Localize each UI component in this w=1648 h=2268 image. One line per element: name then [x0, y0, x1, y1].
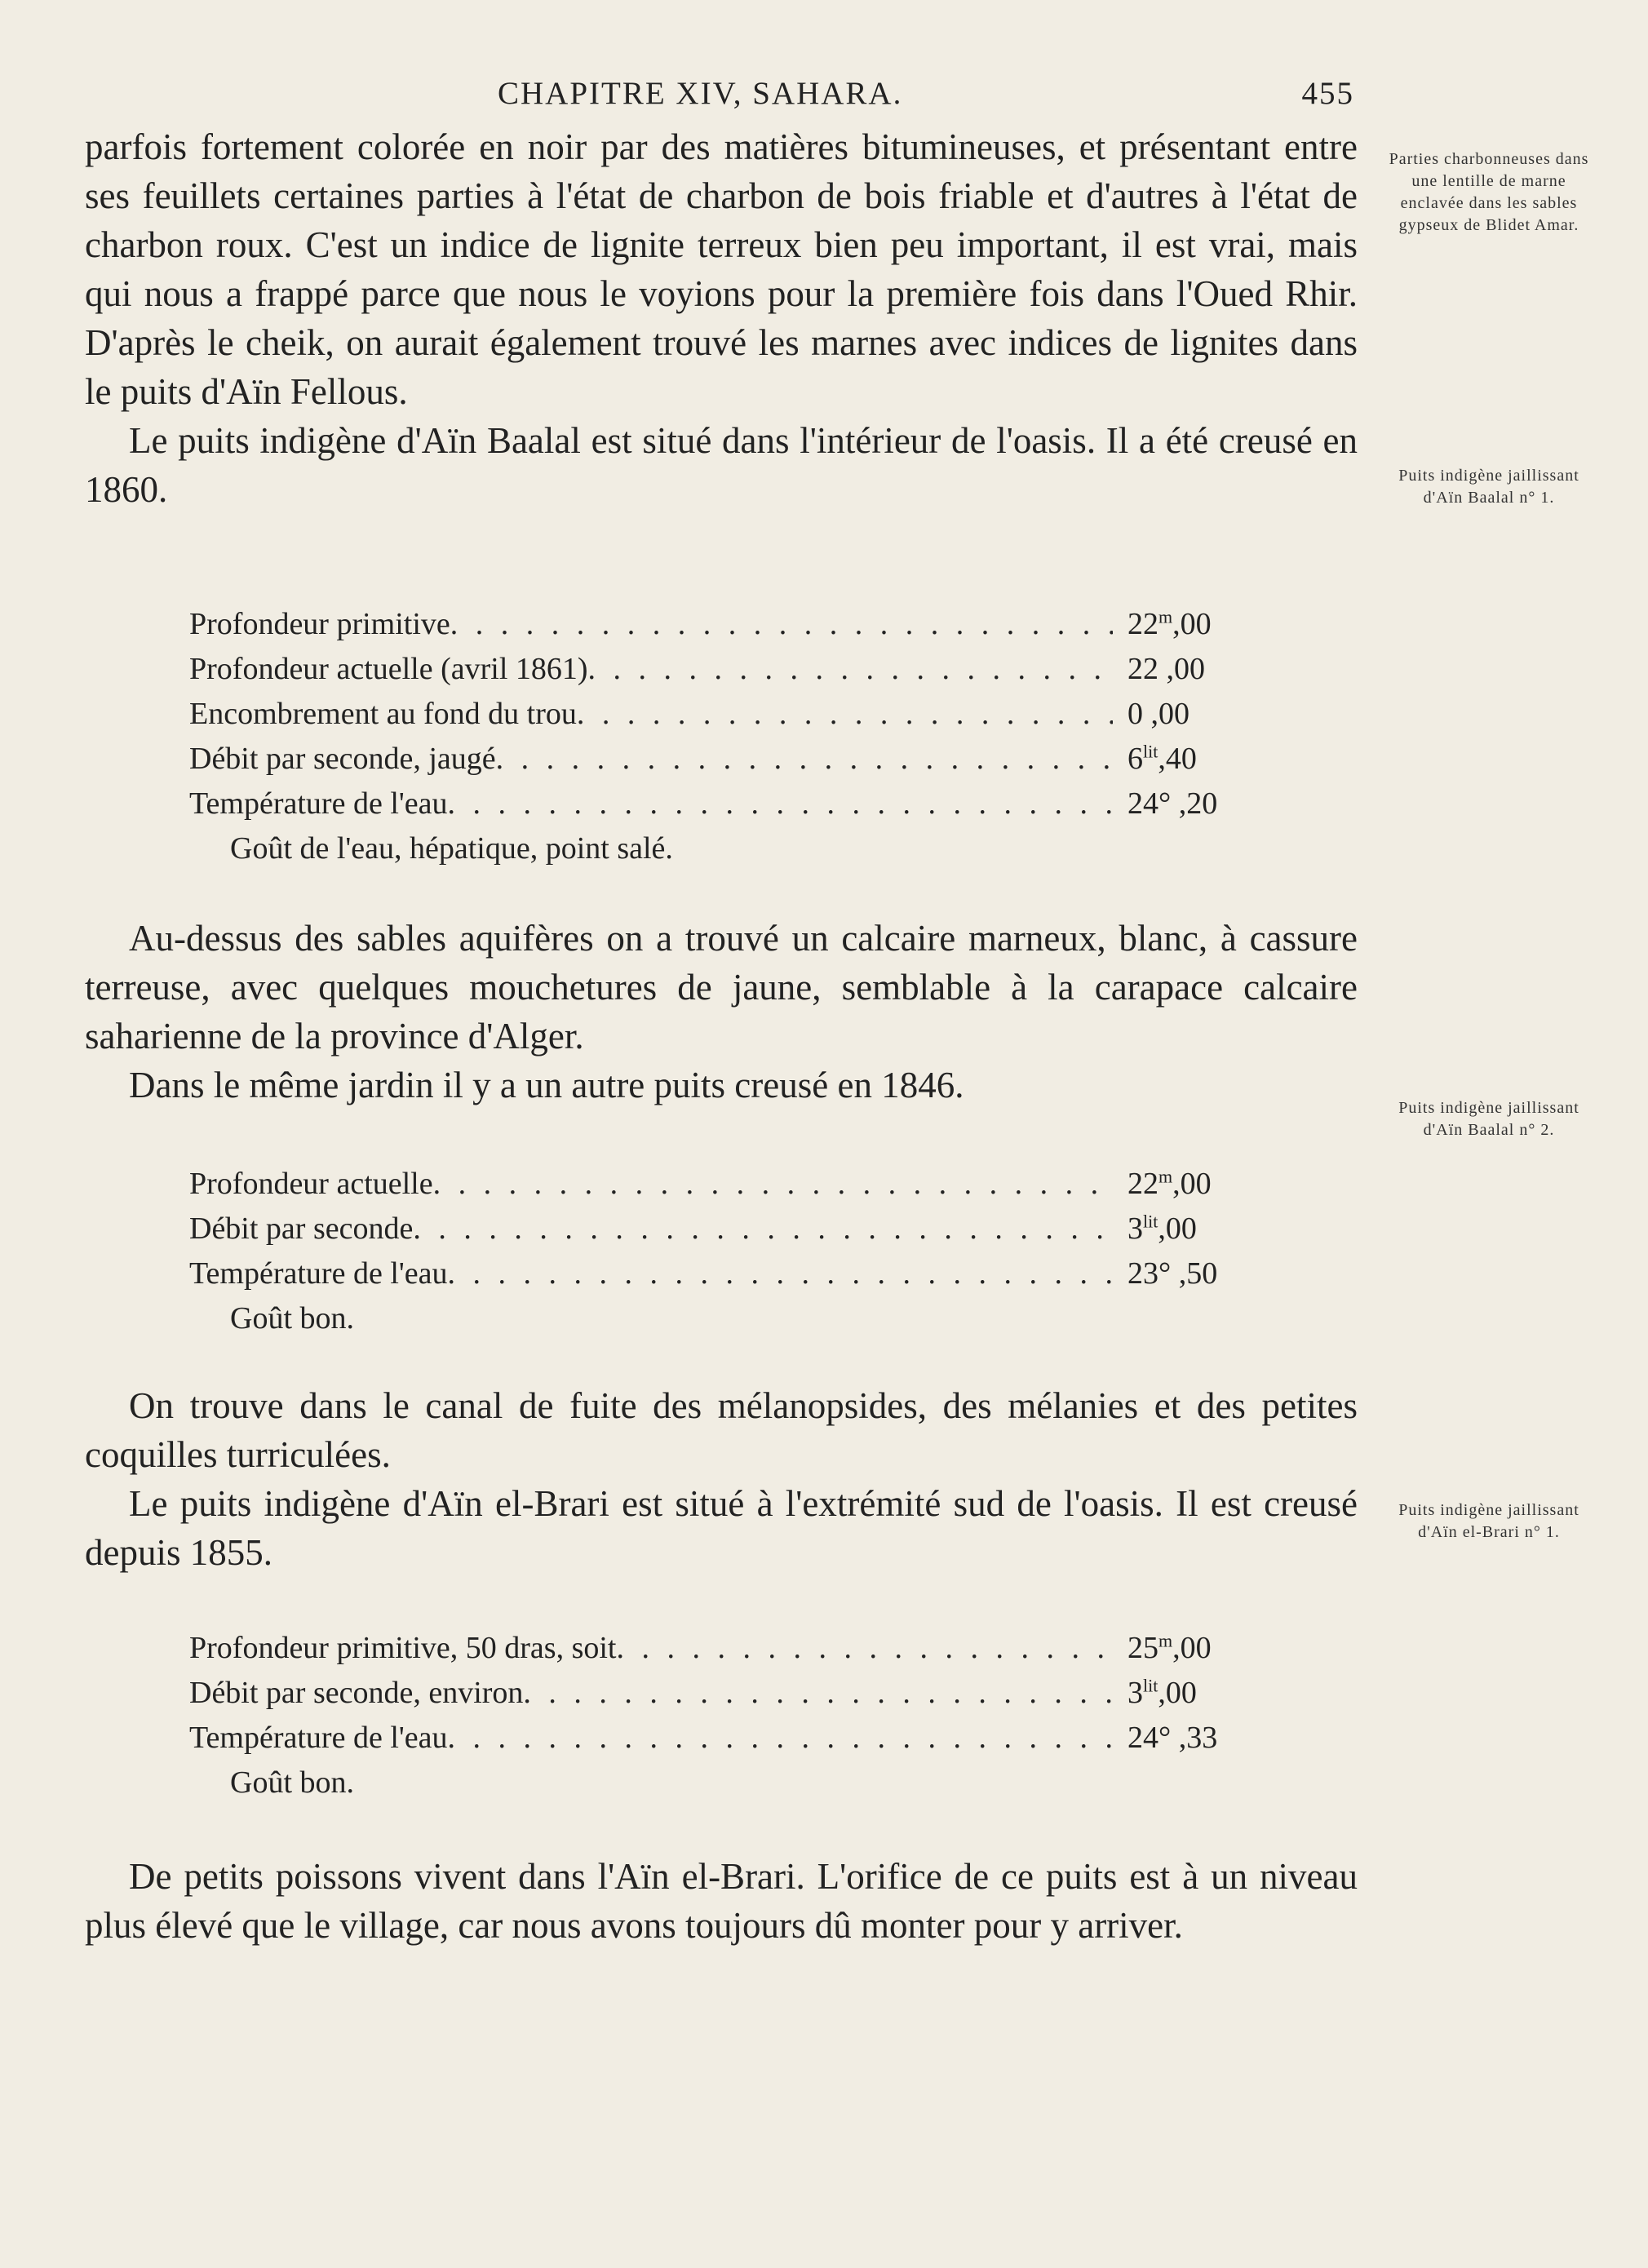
table-row: Profondeur actuelle . . . 22$^m$,00 [189, 1162, 1258, 1207]
table-row: Débit par seconde . . . $3^{lit},00$ [189, 1207, 1258, 1251]
paragraph-1-block [85, 122, 1358, 514]
paragraph-2: Le puits indigène d'Aïn Baalal est situé dans l'intérieur de l'oasis. Il a été creusé en 1860. [85, 420, 1358, 510]
table-row: Température de l'eau . . . 24° ,20 [189, 782, 1258, 826]
paragraph-3-block [85, 914, 1358, 1110]
margin-note-baalal-2: Puits indigène jaillissant d'Aïn Baalal n° 2. [1398, 1099, 1579, 1139]
table-row: Profondeur primitive, 50 dras, soit . . . 25$^m$,00 [189, 1626, 1258, 1671]
table-row: Température de l'eau . . . 24° ,33 [189, 1716, 1258, 1761]
paragraph-4: Dans le même jardin il y a un autre puits creusé en 1846. [129, 1065, 964, 1105]
table-row: Température de l'eau . . . 23° ,50 [189, 1251, 1258, 1296]
paragraph-6: Le puits indigène d'Aïn el-Brari est situé à l'extrémité sud de l'oasis. Il est creusé depuis 1855. [85, 1483, 1358, 1573]
page-number: 455 [1301, 76, 1354, 111]
paragraph-1: parfois fortement colorée en noir par des matières bitumineuses, et présentant entre ses feuillets certaines parties à l'état de charbon de bois friable et d'autres à l'état de charbon roux. C'est un indice de lignite terreux bien peu important, il est vrai, mais qui nous a frappé parce que nous le voyions pour la première fois dans l'Oued Rhir. D'après le cheik, on aurait également trouvé les marnes avec indices de lignites dans le puits d'Aïn Fellous. [85, 126, 1358, 412]
table-row: Profondeur primitive . . . 22$^m$,00 [189, 602, 1258, 647]
data-table-1 [189, 602, 1258, 871]
paragraph-5: On trouve dans le canal de fuite des mélanopsides, des mélanies et des petites coquilles turriculées. [85, 1385, 1358, 1475]
paragraph-7: De petits poissons vivent dans l'Aïn el-Brari. L'orifice de ce puits est à un niveau plus élevé que le village, car nous avons toujours dû monter pour y arriver. [85, 1856, 1358, 1946]
table-note: Goût bon. [230, 1301, 354, 1336]
table-row: Débit par seconde, environ . . . $3^{lit},00$ [189, 1671, 1258, 1716]
table-note: Goût de l'eau, hépatique, point salé. [230, 831, 673, 866]
margin-note-charbonneuses: Parties charbonneuses dans une lentille de marne enclavée dans les sables gypseux de Blidet Amar. [1389, 150, 1589, 234]
table-row: Encombrement au fond du trou . . . 0 ,00 [189, 692, 1258, 737]
margin-note-baalal-1: Puits indigène jaillissant d'Aïn Baalal n° 1. [1398, 467, 1579, 507]
chapter-title: CHAPITRE XIV, SAHARA. [498, 76, 903, 111]
table-row: Débit par seconde, jaugé . . . $6^{lit},40$ [189, 737, 1258, 782]
margin-note-brari-1: Puits indigène jaillissant d'Aïn el-Brari n° 1. [1398, 1501, 1579, 1541]
table-note: Goût bon. [230, 1765, 354, 1800]
data-table-2 [189, 1162, 1258, 1341]
paragraph-7-block [85, 1852, 1358, 1950]
table-row: Profondeur actuelle (avril 1861) . . . 22 ,00 [189, 647, 1258, 692]
data-table-3 [189, 1626, 1258, 1805]
paragraph-5-block [85, 1381, 1358, 1577]
paragraph-3: Au-dessus des sables aquifères on a trouvé un calcaire marneux, blanc, à cassure terreuse, avec quelques mouchetures de jaune, semblable à la carapace calcaire saharienne de la province d'Alger. [85, 918, 1358, 1056]
